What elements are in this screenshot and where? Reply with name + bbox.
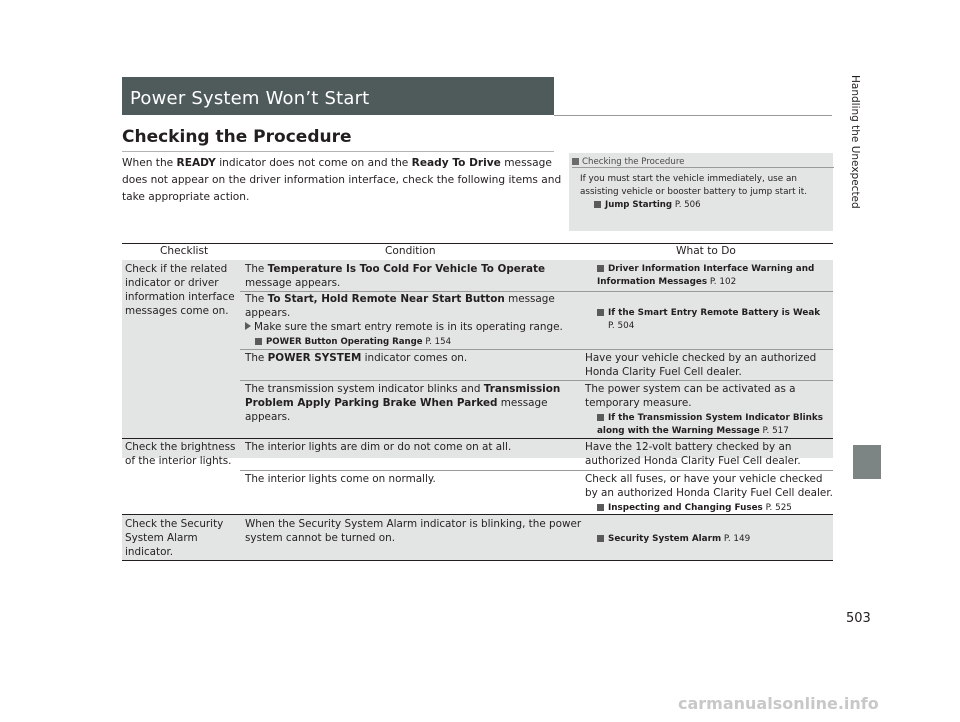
g1-r1-ref-title[interactable]: Driver Information Interface Warning and Information Messages bbox=[597, 264, 815, 287]
note-body: If you must start the vehicle immediately, use an assisting vehicle or booster battery to jump start it. bbox=[580, 174, 808, 197]
g1-r2-ref-title[interactable]: If the Smart Entry Remote Battery is Weak bbox=[608, 308, 821, 318]
intro-text-1: When the bbox=[122, 157, 177, 169]
header-checklist: Checklist bbox=[160, 245, 209, 257]
g2-r2-ref-page[interactable]: P. 525 bbox=[765, 503, 792, 513]
g3-condition: When the Security System Alarm indicator is blinking, the power system cannot be turned on. bbox=[245, 518, 582, 544]
reference-arrow-icon bbox=[597, 535, 604, 542]
reference-arrow-icon bbox=[597, 414, 604, 421]
g1-r2-sub-reference[interactable] bbox=[245, 336, 451, 348]
note-reference[interactable] bbox=[580, 199, 701, 212]
header-condition: Condition bbox=[385, 245, 436, 257]
chapter-side-label-text: Handling the Unexpected bbox=[849, 75, 861, 209]
intro-text-2: indicator does not come on and the bbox=[215, 157, 412, 169]
g1-r1-reference[interactable] bbox=[597, 263, 833, 289]
note-marker-icon bbox=[572, 158, 579, 165]
g3-ref-page[interactable]: P. 149 bbox=[723, 534, 751, 544]
g1-r4-condition bbox=[245, 382, 575, 424]
banner-title: Power System Won’t Start bbox=[130, 88, 370, 109]
banner-rule bbox=[554, 115, 832, 116]
g1-r3-condition bbox=[245, 351, 585, 365]
reference-arrow-icon bbox=[255, 338, 262, 345]
section-title: Checking the Procedure bbox=[122, 127, 352, 147]
intro-text-3: message does not appear on the driver information interface, check the following items and take appropriate action. bbox=[122, 157, 562, 203]
g3-ref-title[interactable]: Security System Alarm bbox=[608, 534, 722, 544]
group2-checklist: Check the brightness of the interior lights. bbox=[125, 441, 236, 467]
ready-term: READY bbox=[176, 157, 216, 169]
g1-r4-ref-title[interactable]: If the Transmission System Indicator Blinks along with the Warning Message bbox=[597, 413, 823, 436]
g1-r2-reference[interactable] bbox=[597, 307, 833, 333]
g1-r4-ref-page[interactable]: P. 517 bbox=[762, 426, 789, 436]
group-divider bbox=[122, 438, 833, 439]
g1-r4-reference[interactable] bbox=[597, 412, 833, 438]
note-heading-text: Checking the Procedure bbox=[582, 157, 685, 167]
g2-r1-what-to-do: Have the 12-volt battery checked by an authorized Honda Clarity Fuel Cell dealer. bbox=[585, 441, 801, 467]
g1-r3-cond-post: indicator comes on. bbox=[361, 352, 468, 364]
g1-r1-condition bbox=[245, 262, 575, 290]
g1-r1-ref-page[interactable]: P. 102 bbox=[709, 277, 737, 287]
note-text bbox=[580, 173, 826, 212]
group1-checklist: Check if the related indicator or driver information interface messages come on. bbox=[125, 263, 235, 317]
g1-r3-what-to-do: Have your vehicle checked by an authorized Honda Clarity Fuel Cell dealer. bbox=[585, 352, 817, 378]
g1-r4-cond-post: message appears. bbox=[245, 397, 548, 423]
g1-r2-bullet: Make sure the smart entry remote is in its operating range. bbox=[254, 321, 563, 333]
note-ref-title[interactable]: Jump Starting bbox=[605, 200, 673, 210]
note-heading bbox=[572, 157, 684, 167]
row-divider bbox=[240, 380, 833, 381]
note-ref-page[interactable]: P. 506 bbox=[674, 200, 701, 210]
bullet-arrow-icon bbox=[245, 322, 251, 330]
g1-r4-todo-text: The power system can be activated as a temporary measure. bbox=[585, 383, 796, 409]
note-divider bbox=[572, 167, 834, 168]
header-what-to-do: What to Do bbox=[676, 245, 736, 257]
g2-r2-what-to-do: Check all fuses, or have your vehicle checked by an authorized Honda Clarity Fuel Cell dealer. bbox=[585, 473, 833, 499]
g1-r3-cond-pre: The bbox=[245, 352, 268, 364]
row-divider bbox=[240, 349, 833, 350]
intro-paragraph bbox=[122, 155, 562, 206]
reference-arrow-icon bbox=[597, 504, 604, 511]
group3-checklist: Check the Security System Alarm indicator. bbox=[125, 518, 224, 558]
g1-r2-cond-pre: The bbox=[245, 293, 268, 305]
table-header bbox=[122, 243, 833, 261]
g1-r1-cond-pre: The bbox=[245, 263, 268, 275]
g2-r2-condition: The interior lights come on normally. bbox=[245, 473, 436, 485]
section-rule bbox=[122, 151, 554, 152]
g1-r1-cond-bold: Temperature Is Too Cold For Vehicle To Operate bbox=[267, 263, 545, 275]
page-number: 503 bbox=[846, 611, 871, 626]
g2-r2-ref-title[interactable]: Inspecting and Changing Fuses bbox=[608, 503, 763, 513]
g1-r4-cond-pre: The transmission system indicator blinks and bbox=[245, 383, 484, 395]
g2-r1-condition: The interior lights are dim or do not come on at all. bbox=[245, 441, 512, 453]
chapter-tab bbox=[853, 445, 881, 479]
g1-r4-cond-bold: Transmission Problem Apply Parking Brake When Parked bbox=[245, 383, 561, 409]
g1-r2-sub-ref-page[interactable]: P. 154 bbox=[425, 337, 452, 347]
reference-arrow-icon bbox=[594, 201, 601, 208]
g3-reference[interactable] bbox=[597, 533, 833, 546]
chapter-side-label bbox=[846, 75, 866, 445]
row-divider bbox=[240, 470, 833, 471]
table-bottom-rule bbox=[122, 560, 833, 561]
g1-r2-ref-page[interactable]: P. 504 bbox=[608, 321, 635, 331]
ready-to-drive-term: Ready To Drive bbox=[411, 157, 501, 169]
watermark: carmanualsonline.info bbox=[678, 694, 879, 713]
g1-r4-what-to-do bbox=[585, 382, 830, 410]
g1-r1-cond-post: message appears. bbox=[245, 277, 341, 289]
g1-r2-cond-bold: To Start, Hold Remote Near Start Button bbox=[267, 293, 505, 305]
g1-r2-condition bbox=[245, 292, 585, 348]
g1-r2-cond-post: message appears. bbox=[245, 293, 555, 319]
reference-arrow-icon bbox=[597, 265, 604, 272]
g1-r3-cond-bold: POWER SYSTEM bbox=[267, 352, 362, 364]
g1-r2-sub-ref-title[interactable]: POWER Button Operating Range bbox=[266, 337, 423, 347]
reference-arrow-icon bbox=[597, 309, 604, 316]
